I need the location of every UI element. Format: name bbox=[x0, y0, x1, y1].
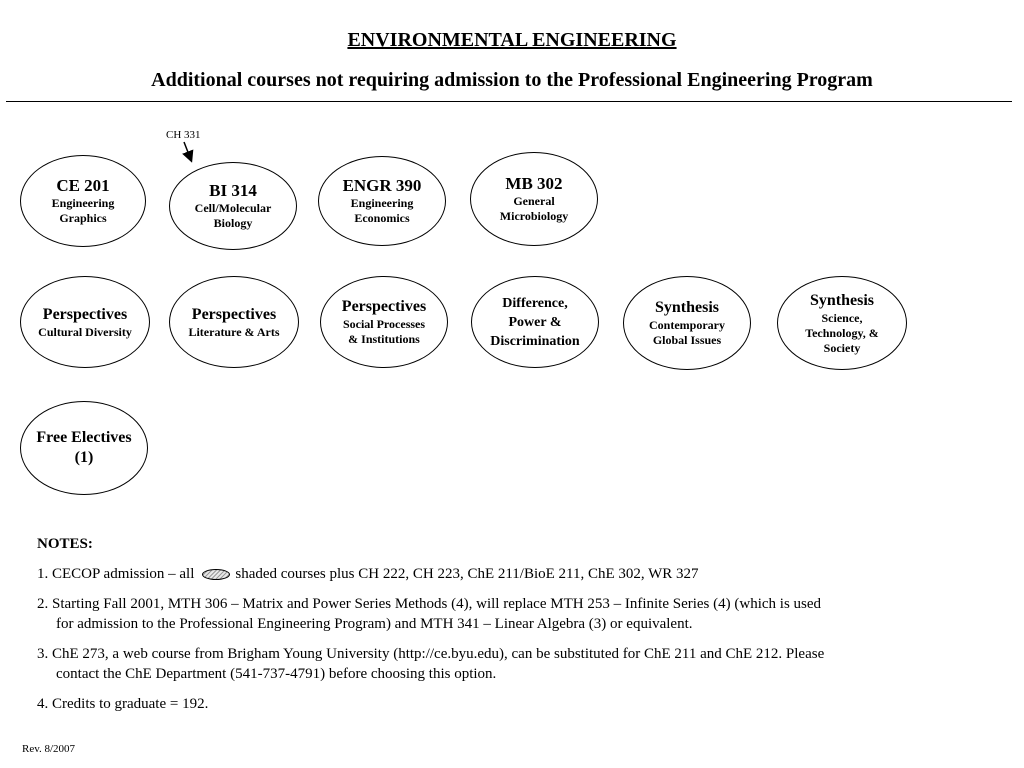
note-text: 3. ChE 273, a web course from Brigham Young University (http://ce.byu.edu), can be substituted for ChE 211 and ChE 212. Please bbox=[37, 646, 825, 662]
course-code: MB 302 bbox=[505, 174, 563, 193]
course-name-line: Biology bbox=[213, 216, 253, 230]
course-title: Synthesis bbox=[809, 291, 875, 309]
course-title: Synthesis bbox=[654, 299, 720, 316]
note-1 bbox=[37, 564, 997, 584]
revision-date: Rev. 8/2007 bbox=[22, 743, 76, 755]
note-text-continued: for admission to the Professional Engineering Program) and MTH 341 – Linear Algebra (3) or equivalent. bbox=[56, 616, 693, 632]
course-name-line: Economics bbox=[354, 211, 410, 225]
course-perspectives-literature-arts bbox=[169, 276, 299, 368]
course-bi314 bbox=[169, 162, 297, 250]
course-code: CE 201 bbox=[56, 176, 110, 195]
notes-heading: NOTES: bbox=[37, 536, 93, 552]
course-title-line: Discrimination bbox=[490, 333, 580, 349]
shaded-oval-icon bbox=[202, 569, 230, 580]
note-2 bbox=[37, 594, 997, 634]
course-title: Perspectives bbox=[341, 298, 427, 315]
note-4: 4. Credits to graduate = 192. bbox=[37, 696, 209, 712]
course-synthesis-science-technology-society bbox=[777, 276, 907, 370]
course-name-line: Cell/Molecular bbox=[194, 201, 272, 215]
course-code: BI 314 bbox=[209, 181, 257, 200]
course-engr390 bbox=[318, 156, 446, 246]
prereq-label-ch331: CH 331 bbox=[166, 129, 201, 141]
course-title: Perspectives bbox=[42, 305, 128, 323]
notes-section bbox=[37, 534, 997, 724]
course-sub-line: Technology, & bbox=[805, 325, 879, 340]
course-title-line: Free Electives bbox=[36, 429, 132, 446]
note-text: 1. CECOP admission – all bbox=[37, 566, 195, 582]
course-ce201 bbox=[20, 155, 146, 247]
course-synthesis-global-issues bbox=[623, 276, 751, 370]
note-3 bbox=[37, 644, 997, 684]
course-sub-line: & Institutions bbox=[348, 332, 420, 346]
course-perspectives-social-processes bbox=[320, 276, 448, 368]
course-title: Perspectives bbox=[191, 305, 277, 323]
course-free-electives bbox=[20, 401, 148, 495]
page-title: ENVIRONMENTAL ENGINEERING bbox=[347, 29, 677, 51]
course-title-line: Difference, bbox=[502, 295, 568, 311]
note-text: 2. Starting Fall 2001, MTH 306 – Matrix and Power Series Methods (4), will replace MTH 253 – Infinite Series (4) (which is used bbox=[37, 596, 822, 612]
note-text-continued: contact the ChE Department (541-737-4791) before choosing this option. bbox=[56, 666, 497, 682]
course-sub-line: Contemporary bbox=[649, 318, 725, 332]
course-title-line: Power & bbox=[508, 314, 562, 330]
course-difference-power-discrimination bbox=[471, 276, 599, 368]
course-sub-line: Social Processes bbox=[342, 317, 426, 331]
course-sub-line: Cultural Diversity bbox=[38, 324, 132, 339]
course-title-line: (1) bbox=[74, 449, 94, 466]
course-sub-line: Literature & Arts bbox=[188, 324, 280, 339]
course-sub-line: Global Issues bbox=[652, 333, 722, 347]
course-sub-line: Science, bbox=[821, 310, 863, 325]
course-sub-line: Society bbox=[823, 340, 861, 355]
course-perspectives-cultural-diversity bbox=[20, 276, 150, 368]
course-mb302 bbox=[470, 152, 598, 246]
note-text: shaded courses plus CH 222, CH 223, ChE 211/BioE 211, ChE 302, WR 327 bbox=[235, 566, 699, 582]
course-name-line: General bbox=[513, 194, 555, 208]
course-name-line: Engineering bbox=[51, 196, 115, 210]
page-subtitle: Additional courses not requiring admission to the Professional Engineering Program bbox=[151, 69, 873, 91]
course-name-line: Engineering bbox=[350, 196, 414, 210]
course-name-line: Graphics bbox=[59, 211, 107, 225]
course-code: ENGR 390 bbox=[342, 176, 422, 195]
course-name-line: Microbiology bbox=[499, 209, 569, 223]
